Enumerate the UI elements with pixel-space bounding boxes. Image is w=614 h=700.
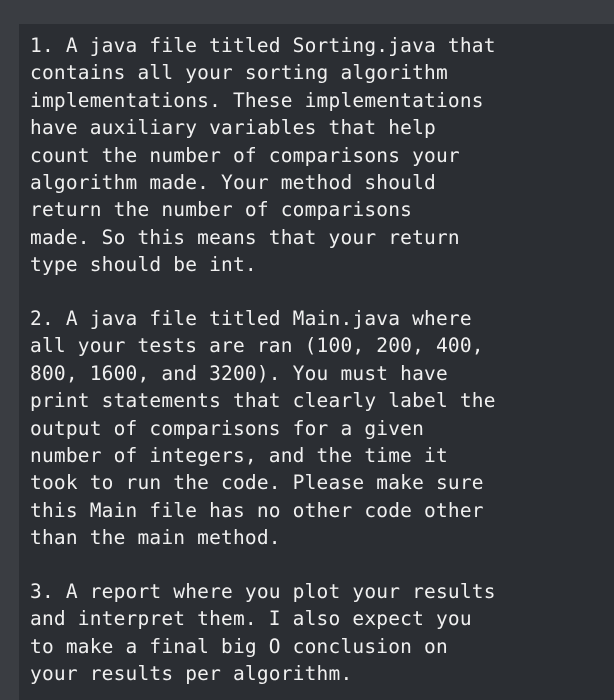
paragraph-main-java: 2. A java file titled Main.java where all your tests are ran (100, 200, 400, 800, 1600, and 3200). You must have print statements that clearly label the output of comparisons for a given number of integers, and the time it took to run the code. Please make sure this Main file has no other code other than the main method. (30, 307, 496, 550)
paragraph-report: 3. A report where you plot your results and interpret them. I also expect you to make a final big O conclusion on your results per algorithm. (30, 580, 496, 686)
paragraph-sorting-java: 1. A java file titled Sorting.java that contains all your sorting algorithm implementations. These implementations have auxiliary variables that help count the number of comparisons your algorithm made. Your method should return the number of comparisons made. So this means that your return type should be int. (30, 34, 496, 277)
assignment-instructions-panel (19, 24, 614, 700)
